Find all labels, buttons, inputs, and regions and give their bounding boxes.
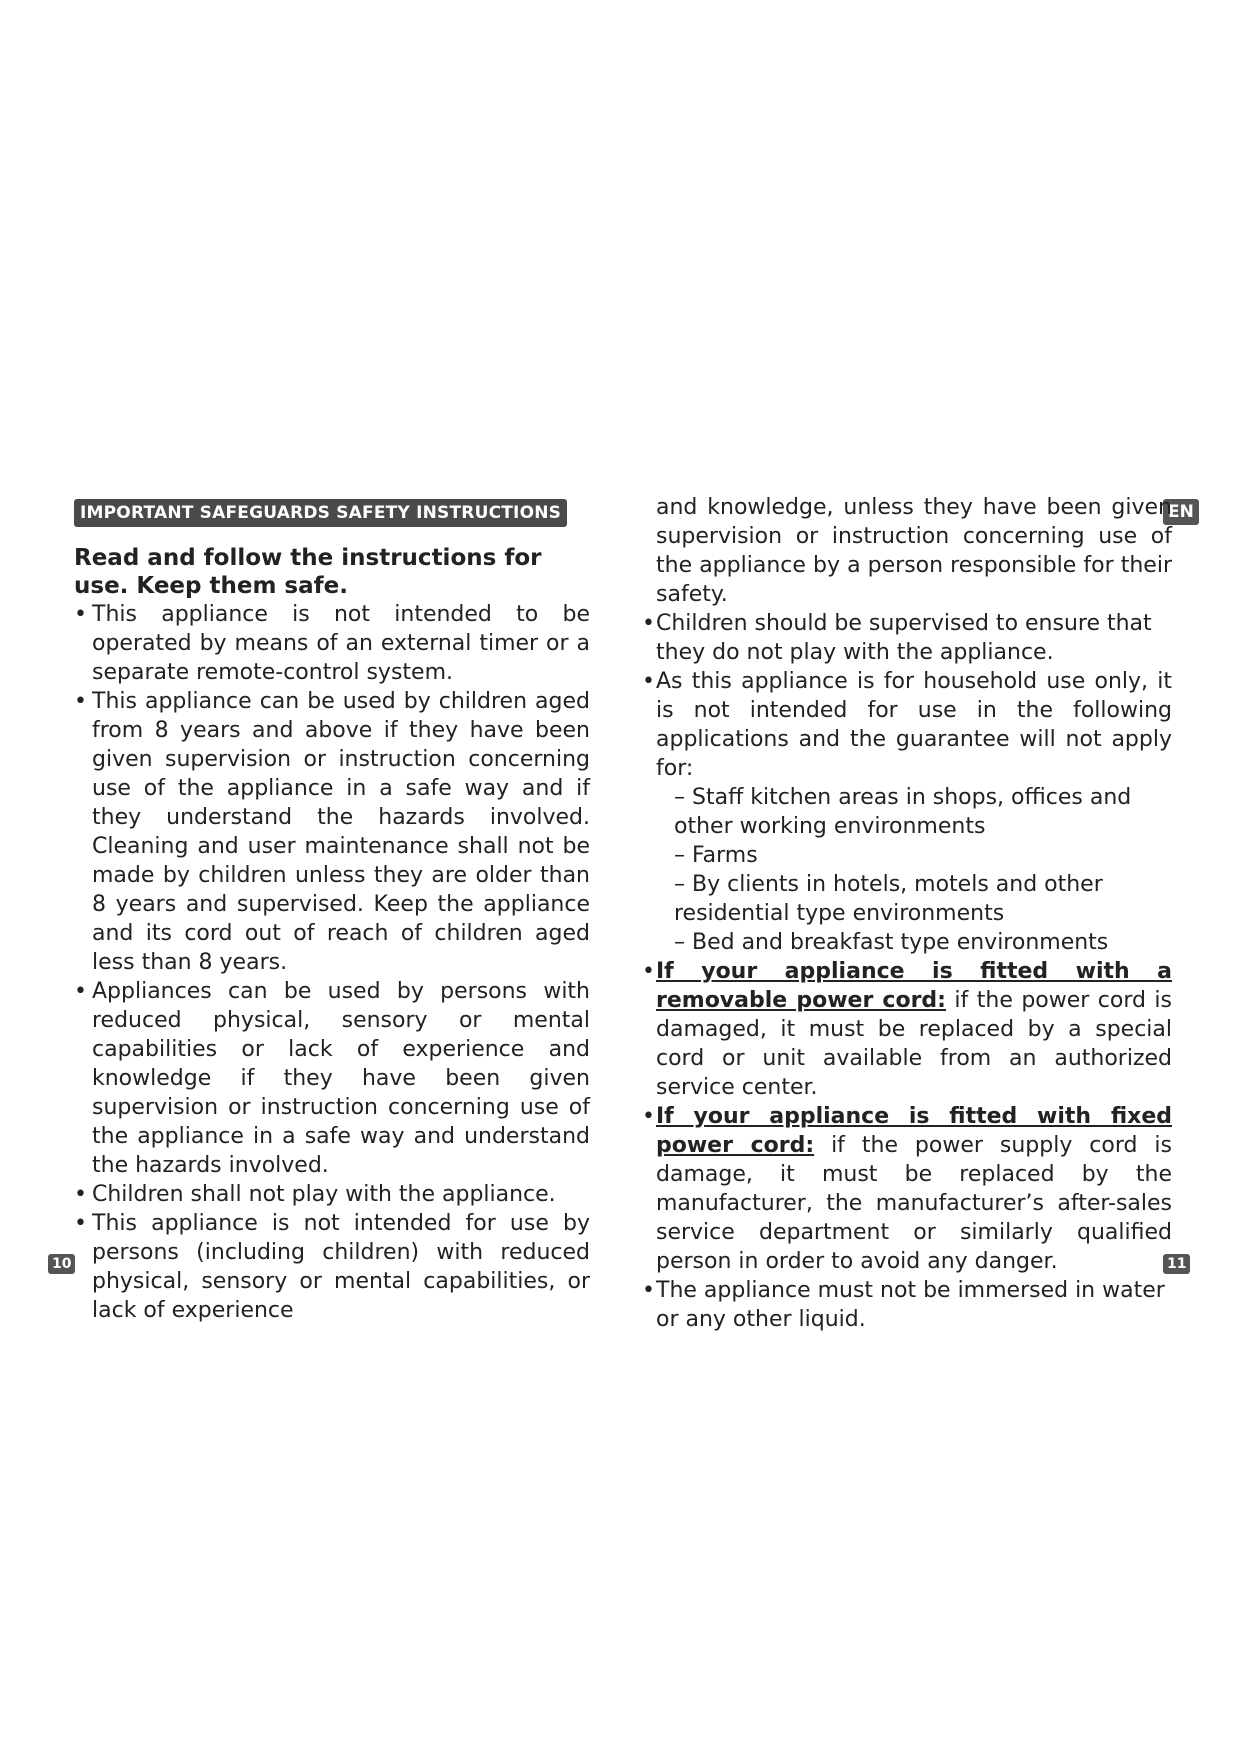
bullet-removable-cord	[656, 957, 1172, 1102]
sub-item-bed-breakfast: – Bed and breakfast type environments	[674, 930, 1109, 955]
continuation-text: and knowledge, unless they have been given supervision or instruction concerning use of the appliance by a person responsible for their safety.	[656, 495, 1172, 607]
left-column	[74, 502, 590, 1325]
sub-item-staff-kitchen: – Staff kitchen areas in shops, offices and other working environments	[674, 785, 1132, 839]
bullet-not-intended-persons: • This appliance is not intended for use by persons (including children) with reduced physical, sensory or mental capabilities, or lack of experience	[74, 1209, 590, 1325]
bullet-children-supervised: • Children should be supervised to ensure that they do not play with the appliance.	[656, 609, 1172, 667]
sub-item-farms: – Farms	[674, 843, 758, 868]
fixed-cord-text: if the power supply cord is damage, it must be replaced by the manufacturer, the manufacturer’s after-sales service department or similarly qualified person in order to avoid any danger.	[656, 1133, 1172, 1274]
fixed-cord-heading: If your appliance is fitted with fixed power cord:	[656, 1104, 1172, 1158]
sub-item-hotels: – By clients in hotels, motels and other residential type environments	[674, 872, 1103, 926]
section-header: IMPORTANT SAFEGUARDS SAFETY INSTRUCTIONS	[74, 499, 567, 527]
removable-cord-text: if the power cord is damaged, it must be replaced by a special cord or unit available from an authorized service center.	[656, 988, 1172, 1100]
bullet-children-not-play: • Children shall not play with the appliance.	[74, 1180, 590, 1209]
page-number-left: 10	[48, 1254, 75, 1274]
bullet-not-immersed: • The appliance must not be immersed in water or any other liquid.	[656, 1276, 1172, 1334]
right-column	[656, 493, 1172, 1334]
bullet-fixed-cord	[656, 1102, 1172, 1276]
bullet-household-use: • As this appliance is for household use only, it is not intended for use in the following applications and the guarantee will not apply for:	[656, 667, 1172, 783]
bullet-external-timer: • This appliance is not intended to be operated by means of an external timer or a separate remote-control system.	[74, 600, 590, 687]
bullet-reduced-capabilities: • Appliances can be used by persons with reduced physical, sensory or mental capabilities or lack of experience and knowledge if they have been given supervision or instruction concerning use of the appliance in a safe way and understand the hazards involved.	[74, 977, 590, 1180]
bullet-children-aged-8: • This appliance can be used by children aged from 8 years and above if they have been given supervision or instruction concerning use of the appliance in a safe way and if they understand the hazards involved. Cleaning and user maintenance shall not be made by children unless they are older than 8 years and supervised. Keep the appliance and its cord out of reach of children aged less than 8 years.	[74, 687, 590, 977]
intro-text: Read and follow the instructions for use. Keep them safe.	[74, 545, 542, 599]
removable-cord-heading: If your appliance is fitted with a removable power cord:	[656, 959, 1172, 1013]
language-tab: EN	[1163, 499, 1199, 525]
page-number-right: 11	[1163, 1254, 1190, 1274]
